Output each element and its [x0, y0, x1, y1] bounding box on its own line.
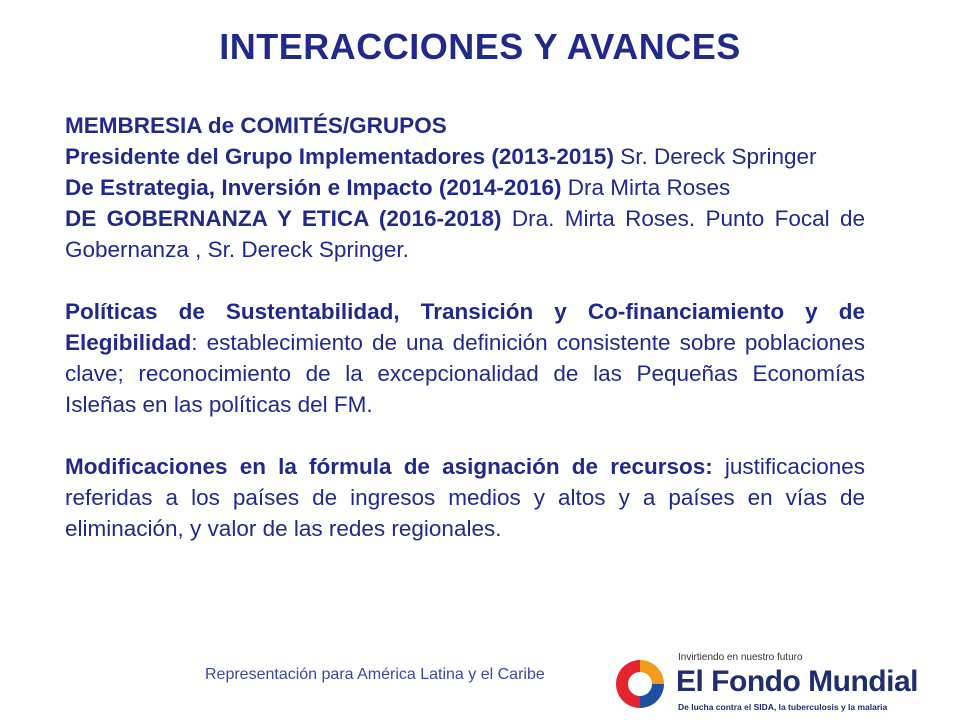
- membership-heading: MEMBRESIA de COMITÉS/GRUPOS: [65, 113, 447, 138]
- footer-text: Representación para América Latina y el Caribe: [205, 666, 545, 683]
- page-title: INTERACCIONES Y AVANCES: [219, 26, 741, 67]
- modifications-paragraph: Modificaciones en la fórmula de asignación de recursos: justificaciones referidas a los países de ingresos medios y altos y a países en vías de eliminación, y valor de las redes regionales.: [65, 454, 865, 541]
- global-fund-logo-icon: [612, 656, 668, 712]
- policies-paragraph: Políticas de Sustentabilidad, Transición y Co-financiamiento y de Elegibilidad: establecimiento de una definición consistente sobre poblaciones clave; reconocimiento de la excepcionalidad de las Pequeñas Economías Isleñas en las políticas del FM.: [65, 299, 865, 417]
- logo-name: El Fondo Mundial: [676, 665, 918, 698]
- logo-subtitle: De lucha contra el SIDA, la tuberculosis y la malaria: [678, 702, 888, 712]
- membership-line-3: DE GOBERNANZA Y ETICA (2016-2018) Dra. Mirta Roses. Punto Focal de Gobernanza , Sr. Dereck Springer.: [65, 206, 865, 262]
- global-fund-logo: [612, 652, 918, 718]
- content-body: [65, 110, 865, 544]
- membership-line-2: De Estrategia, Inversión e Impacto (2014-2016) Dra Mirta Roses: [65, 175, 731, 200]
- logo-tagline: Invirtiendo en nuestro futuro: [678, 652, 803, 663]
- membership-line-1: Presidente del Grupo Implementadores (2013-2015) Sr. Dereck Springer: [65, 144, 817, 169]
